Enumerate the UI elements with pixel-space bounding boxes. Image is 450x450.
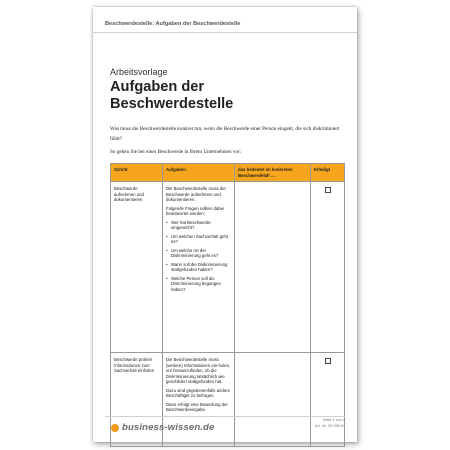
question-item: • Um welche Art der Diskriminierung geht es?: [171, 248, 231, 259]
title-line-2: Beschwerdestelle: [110, 95, 234, 112]
header-meaning: das bedeutet im konkreten Beschwerdefall …: [235, 164, 311, 182]
table-header-row: [111, 164, 345, 182]
title-line-1: Aufgaben der: [110, 79, 205, 95]
header-done: Erledigt: [311, 164, 345, 182]
step-cell: Beschwerde prüfen/ Informationen zum Sachverhalt einholen: [111, 353, 163, 447]
done-checkbox[interactable]: [325, 358, 331, 364]
task-paragraph: Die Beschwerdestelle muss (weitere) Informationen ein-holen, um herauszufinden, ob die Diskriminierung tatsächlich wie geschildert stattgefunden hat.: [166, 357, 231, 384]
question-item: • Wer hat Beschwerde eingereicht?: [171, 220, 231, 231]
page-number: Seite 1 von 2: [322, 418, 345, 422]
lead-text: So gehen Sie bei einer Beschwerde in Ihrem Unternehmen vor:: [110, 149, 242, 155]
task-paragraph: Dazu sind gegebenenfalls andere Beschäftigte zu befragen.: [166, 387, 231, 398]
task-paragraph: Dann erfolgt eine Bewertung der Beschwerdeeingabe.: [166, 401, 228, 412]
task-paragraph: Die Beschwerdestelle muss die Beschwerde aufnehmen und dokumentieren.: [166, 186, 226, 202]
task-table: [110, 163, 345, 447]
document-title: [110, 79, 340, 112]
meaning-cell[interactable]: [235, 353, 311, 447]
logo-text: business-wissen.de: [122, 422, 215, 433]
article-number: Art.-Nr. 99.256.01: [315, 423, 345, 428]
done-cell: [311, 182, 345, 353]
done-cell: [311, 353, 345, 447]
done-checkbox[interactable]: [325, 187, 331, 193]
footer-divider: [105, 416, 345, 417]
meaning-cell[interactable]: [235, 182, 311, 353]
document-subtitle: Arbeitsvorlage: [110, 67, 168, 77]
footer-meta: [315, 418, 345, 429]
page-header: [93, 7, 357, 33]
question-list: [166, 220, 231, 293]
document-page: [93, 7, 357, 442]
step-cell: Beschwerde aufnehmen und dokumentieren: [111, 182, 163, 353]
tasks-cell: [163, 182, 235, 353]
logo-dot-icon: [111, 424, 119, 432]
header-tasks: Aufgaben: [163, 164, 235, 182]
task-paragraph: Folgende Fragen sollten dabei beantwortet werden:: [166, 205, 225, 216]
intro-question: Was muss die Beschwerdestelle konkret tun, wenn die Beschwerde einer Person eingeht, die sich diskriminiert fühlt?: [110, 126, 340, 142]
question-item: • Wann soll die Diskriminierung stattgefunden haben?: [171, 262, 231, 273]
business-wissen-logo: [111, 422, 214, 433]
question-item: • Welche Person soll die Diskriminierung begangen haben?: [171, 276, 231, 293]
question-item: • Um welchen Sachverhalt geht es?: [171, 234, 231, 245]
table-row: [111, 182, 345, 353]
header-title: Beschwerdestelle: Aufgaben der Beschwerdestelle: [105, 21, 241, 27]
header-step: Schritt: [111, 164, 163, 182]
